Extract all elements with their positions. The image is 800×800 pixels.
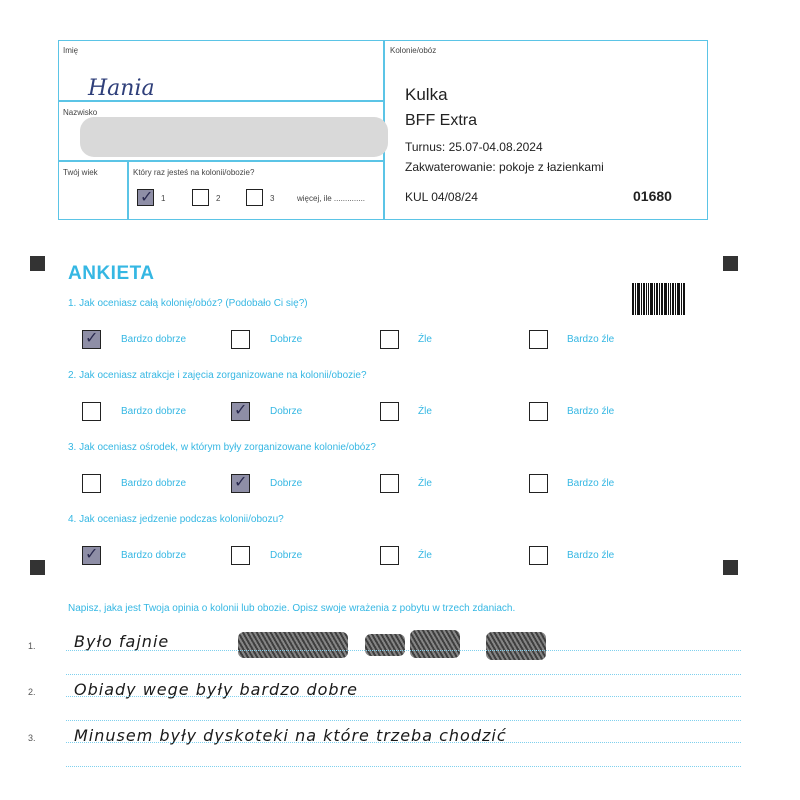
- question-2-checkbox-1[interactable]: [82, 402, 101, 421]
- dotted-line: [66, 720, 741, 721]
- question-1-option-label: Źle: [418, 334, 432, 345]
- ktory-raz-option-1: 1: [161, 194, 166, 203]
- opinion-line-number-3: 3.: [28, 733, 36, 743]
- header-age-divider: [127, 160, 129, 220]
- dotted-line: [66, 742, 741, 743]
- survey-title: ANKIETA: [68, 263, 155, 284]
- ktory-raz-option-2: 2: [216, 194, 221, 203]
- dotted-line: [66, 766, 741, 767]
- dotted-line: [66, 650, 741, 651]
- nazwisko-label: Nazwisko: [63, 108, 98, 117]
- imie-label: Imię: [63, 46, 79, 55]
- question-2-checkbox-3[interactable]: [380, 402, 399, 421]
- ktory-raz-label: Który raz jesteś na kolonii/obozie?: [133, 168, 255, 177]
- dotted-line: [66, 674, 741, 675]
- question-4-checkbox-4[interactable]: [529, 546, 548, 565]
- question-4-option-label: Źle: [418, 550, 432, 561]
- registration-mark: [723, 256, 738, 271]
- question-4-checkbox-3[interactable]: [380, 546, 399, 565]
- question-2-checkbox-4[interactable]: [529, 402, 548, 421]
- redacted-surname: [80, 117, 388, 157]
- question-3-option-label: Bardzo źle: [567, 478, 615, 489]
- question-4-option-label: Bardzo dobrze: [121, 550, 187, 561]
- camp-name: Kulka: [405, 85, 448, 104]
- question-2-option-label: Źle: [418, 406, 432, 417]
- question-2-option-label: Bardzo źle: [567, 406, 615, 417]
- crossed-out-text: [410, 630, 460, 658]
- turnus-dates: Turnus: 25.07-04.08.2024: [405, 140, 543, 154]
- header-row-line: [58, 160, 383, 162]
- wiecej-label: więcej, ile ..............: [297, 194, 366, 203]
- question-2-text: 2. Jak oceniasz atrakcje i zajęcia zorganizowane na kolonii/obozie?: [68, 370, 367, 381]
- question-4-checkbox-1[interactable]: [82, 546, 101, 565]
- opinion-line-number-2: 2.: [28, 687, 36, 697]
- wiek-label: Twój wiek: [63, 168, 98, 177]
- registration-mark: [30, 256, 45, 271]
- opinion-line-2[interactable]: Obiady wege były bardzo dobre: [74, 680, 358, 699]
- opinion-line-1[interactable]: Było fajnie: [74, 632, 170, 651]
- question-2-checkbox-2[interactable]: [231, 402, 250, 421]
- question-1-option-label: Bardzo dobrze: [121, 334, 187, 345]
- crossed-out-text: [486, 632, 546, 660]
- question-3-option-label: Dobrze: [270, 478, 303, 489]
- registration-mark: [723, 560, 738, 575]
- question-1-checkbox-1[interactable]: [82, 330, 101, 349]
- question-4-checkbox-2[interactable]: [231, 546, 250, 565]
- question-2-option-label: Dobrze: [270, 406, 303, 417]
- question-3-text: 3. Jak oceniasz ośrodek, w którym były zorganizowane kolonie/obóz?: [68, 442, 376, 453]
- opinion-line-number-1: 1.: [28, 641, 36, 651]
- opinion-prompt: Napisz, jaka jest Twoja opinia o kolonii lub obozie. Opisz swoje wrażenia z pobytu w trzech zdaniach.: [68, 603, 516, 614]
- question-3-checkbox-2[interactable]: [231, 474, 250, 493]
- camp-code: KUL 04/08/24: [405, 190, 478, 204]
- dotted-line: [66, 696, 741, 697]
- question-3-checkbox-3[interactable]: [380, 474, 399, 493]
- question-4-text: 4. Jak oceniasz jedzenie podczas kolonii/obozu?: [68, 514, 284, 525]
- question-3-option-label: Bardzo dobrze: [121, 478, 187, 489]
- question-1-checkbox-2[interactable]: [231, 330, 250, 349]
- zakwaterowanie: Zakwaterowanie: pokoje z łazienkami: [405, 160, 604, 174]
- ktory-raz-checkbox-3[interactable]: [246, 189, 263, 206]
- question-3-option-label: Źle: [418, 478, 432, 489]
- question-1-checkbox-4[interactable]: [529, 330, 548, 349]
- ktory-raz-checkbox-1[interactable]: [137, 189, 154, 206]
- form-number: 01680: [633, 188, 672, 204]
- ktory-raz-option-3: 3: [270, 194, 275, 203]
- barcode: [632, 283, 688, 315]
- question-1-option-label: Bardzo źle: [567, 334, 615, 345]
- ktory-raz-checkbox-2[interactable]: [192, 189, 209, 206]
- imie-value[interactable]: Hania: [88, 76, 155, 101]
- question-1-checkbox-3[interactable]: [380, 330, 399, 349]
- crossed-out-text: [365, 634, 405, 656]
- question-1-option-label: Dobrze: [270, 334, 303, 345]
- opinion-line-3[interactable]: Minusem były dyskoteki na które trzeba chodzić: [74, 726, 507, 745]
- question-1-text: 1. Jak oceniasz całą kolonię/obóz? (Podobało Ci się?): [68, 298, 308, 309]
- kolonie-label: Kolonie/obóz: [390, 46, 437, 55]
- question-4-option-label: Bardzo źle: [567, 550, 615, 561]
- question-3-checkbox-1[interactable]: [82, 474, 101, 493]
- question-4-option-label: Dobrze: [270, 550, 303, 561]
- crossed-out-text: [238, 632, 348, 658]
- question-3-checkbox-4[interactable]: [529, 474, 548, 493]
- registration-mark: [30, 560, 45, 575]
- question-2-option-label: Bardzo dobrze: [121, 406, 187, 417]
- camp-program: BFF Extra: [405, 112, 478, 129]
